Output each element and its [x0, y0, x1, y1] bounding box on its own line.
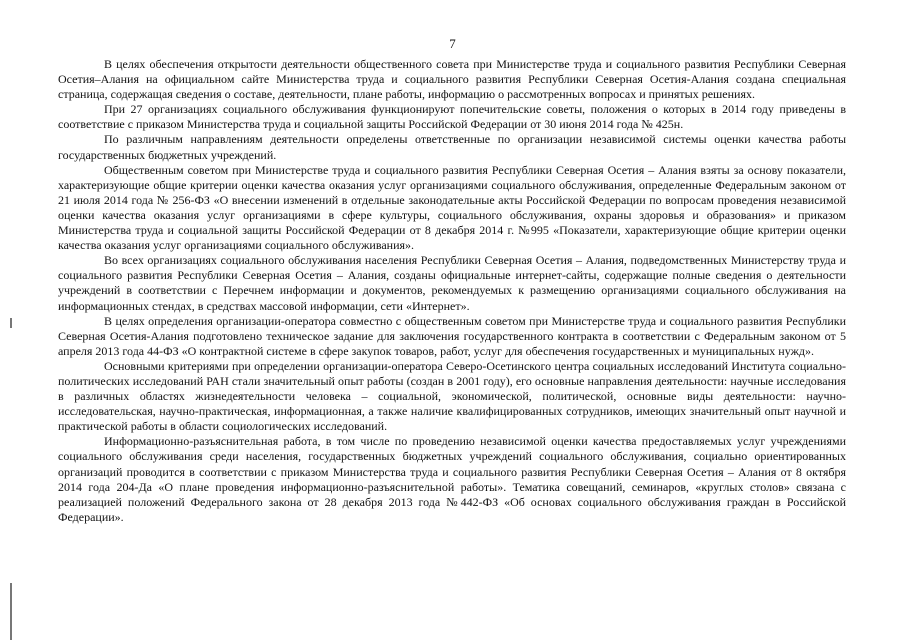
paragraph-trustee-councils: При 27 организациях социального обслуживания функционируют попечительские советы, положения о которых в 2014 году приведены в соответствие с приказом Министерства труда и социальной защиты Российской Федерации от 30 июня 2014 года № 425н. [58, 102, 846, 132]
paragraph-responsible-persons: По различным направлениям деятельности определены ответственные по организации независимой системы оценки качества работы государственных бюджетных учреждений. [58, 132, 846, 162]
paragraph-official-websites: Во всех организациях социального обслуживания населения Республики Северная Осетия – Алания, подведомственных Министерству труда и социального развития Республики Северная Осетия – Алания, созданы официальные интернет-сайты, содержащие полные сведения о деятельности учреждений в соответствии с Перечнем информации и документов, рекомендуемых к размещению организациями социального обслуживания на информационных стендах, в средствах массовой информации, сети «Интернет». [58, 253, 846, 313]
document-body [58, 57, 846, 525]
paragraph-operator-contract: В целях определения организации-оператора совместно с общественным советом при Министерстве труда и социального развития Республики Северная Осетия-Алания подготовлено техническое задание для заключения государственного контракта в соответствии с Федеральным законом от 5 апреля 2013 года 44-ФЗ «О контрактной системе в сфере закупок товаров, работ, услуг для обеспечения государственных и муниципальных нужд». [58, 313, 846, 358]
page-number: 7 [449, 36, 456, 51]
paragraph-information-work: Информационно-разъяснительная работа, в том числе по проведению независимой оценки качества предоставляемых услуг учреждениями социального обслуживания среди населения, государственных бюджетных учреждений социального обслуживания, социально ориентированных организаций проводится в соответствии с приказом Министерства труда и социального развития Республики Северная Осетия – Алания от 8 октября 2014 года 204-Да «О плане проведения информационно-разъяснительной работы». Тематика совещаний, семинаров, «круглых столов» связана с реализацией положений Федерального закона от 28 декабря 2013 года №442-ФЗ «Об основах социального обслуживания граждан в Российской Федерации». [58, 434, 846, 524]
scan-edge-mark [10, 583, 12, 640]
paragraph-operator-criteria: Основными критериями при определении организации-оператора Северо-Осетинского центра социальных исследований Института социально-политических исследований РАН стали значительный опыт работы (создан в 2001 году), его основные направления деятельности: научные исследования в различных областях жизнедеятельности человека – социальной, экономической, политической, основные виды деятельности: научно-исследовательская, научно-практическая, информационная, а также наличие квалифицированных сотрудников, имеющих значительный опыт научной и практической работы в области социологических исследований. [58, 358, 846, 434]
paragraph-public-council-site: В целях обеспечения открытости деятельности общественного совета при Министерстве труда и социального развития Республики Северная Осетия–Алания на официальном сайте Министерства труда и социального развития Республики Северная Осетия-Алания создана специальная страница, содержащая сведения о составе, деятельности, плане работы, информацию о рассмотренных вопросах и принятых решениях. [58, 57, 846, 102]
paragraph-quality-indicators: Общественным советом при Министерстве труда и социального развития Республики Северная Осетия – Алания взяты за основу показатели, характеризующие общие критерии оценки качества оказания услуг организациями социального обслуживания, определенные Федеральным законом от 21 июля 2014 года № 256-ФЗ «О внесении изменений в отдельные законодательные акты Российской Федерации по вопросам проведения независимой оценки качества оказания услуг организациями в сфере культуры, социального обслуживания, охраны здоровья и образования» и приказом Министерства труда и социальной защиты Российской Федерации от 8 декабря 2014 г. №995 «Показатели, характеризующие общие критерии оценки качества оказания услуг организациями социального обслуживания». [58, 162, 846, 253]
scan-edge-mark [10, 318, 12, 328]
